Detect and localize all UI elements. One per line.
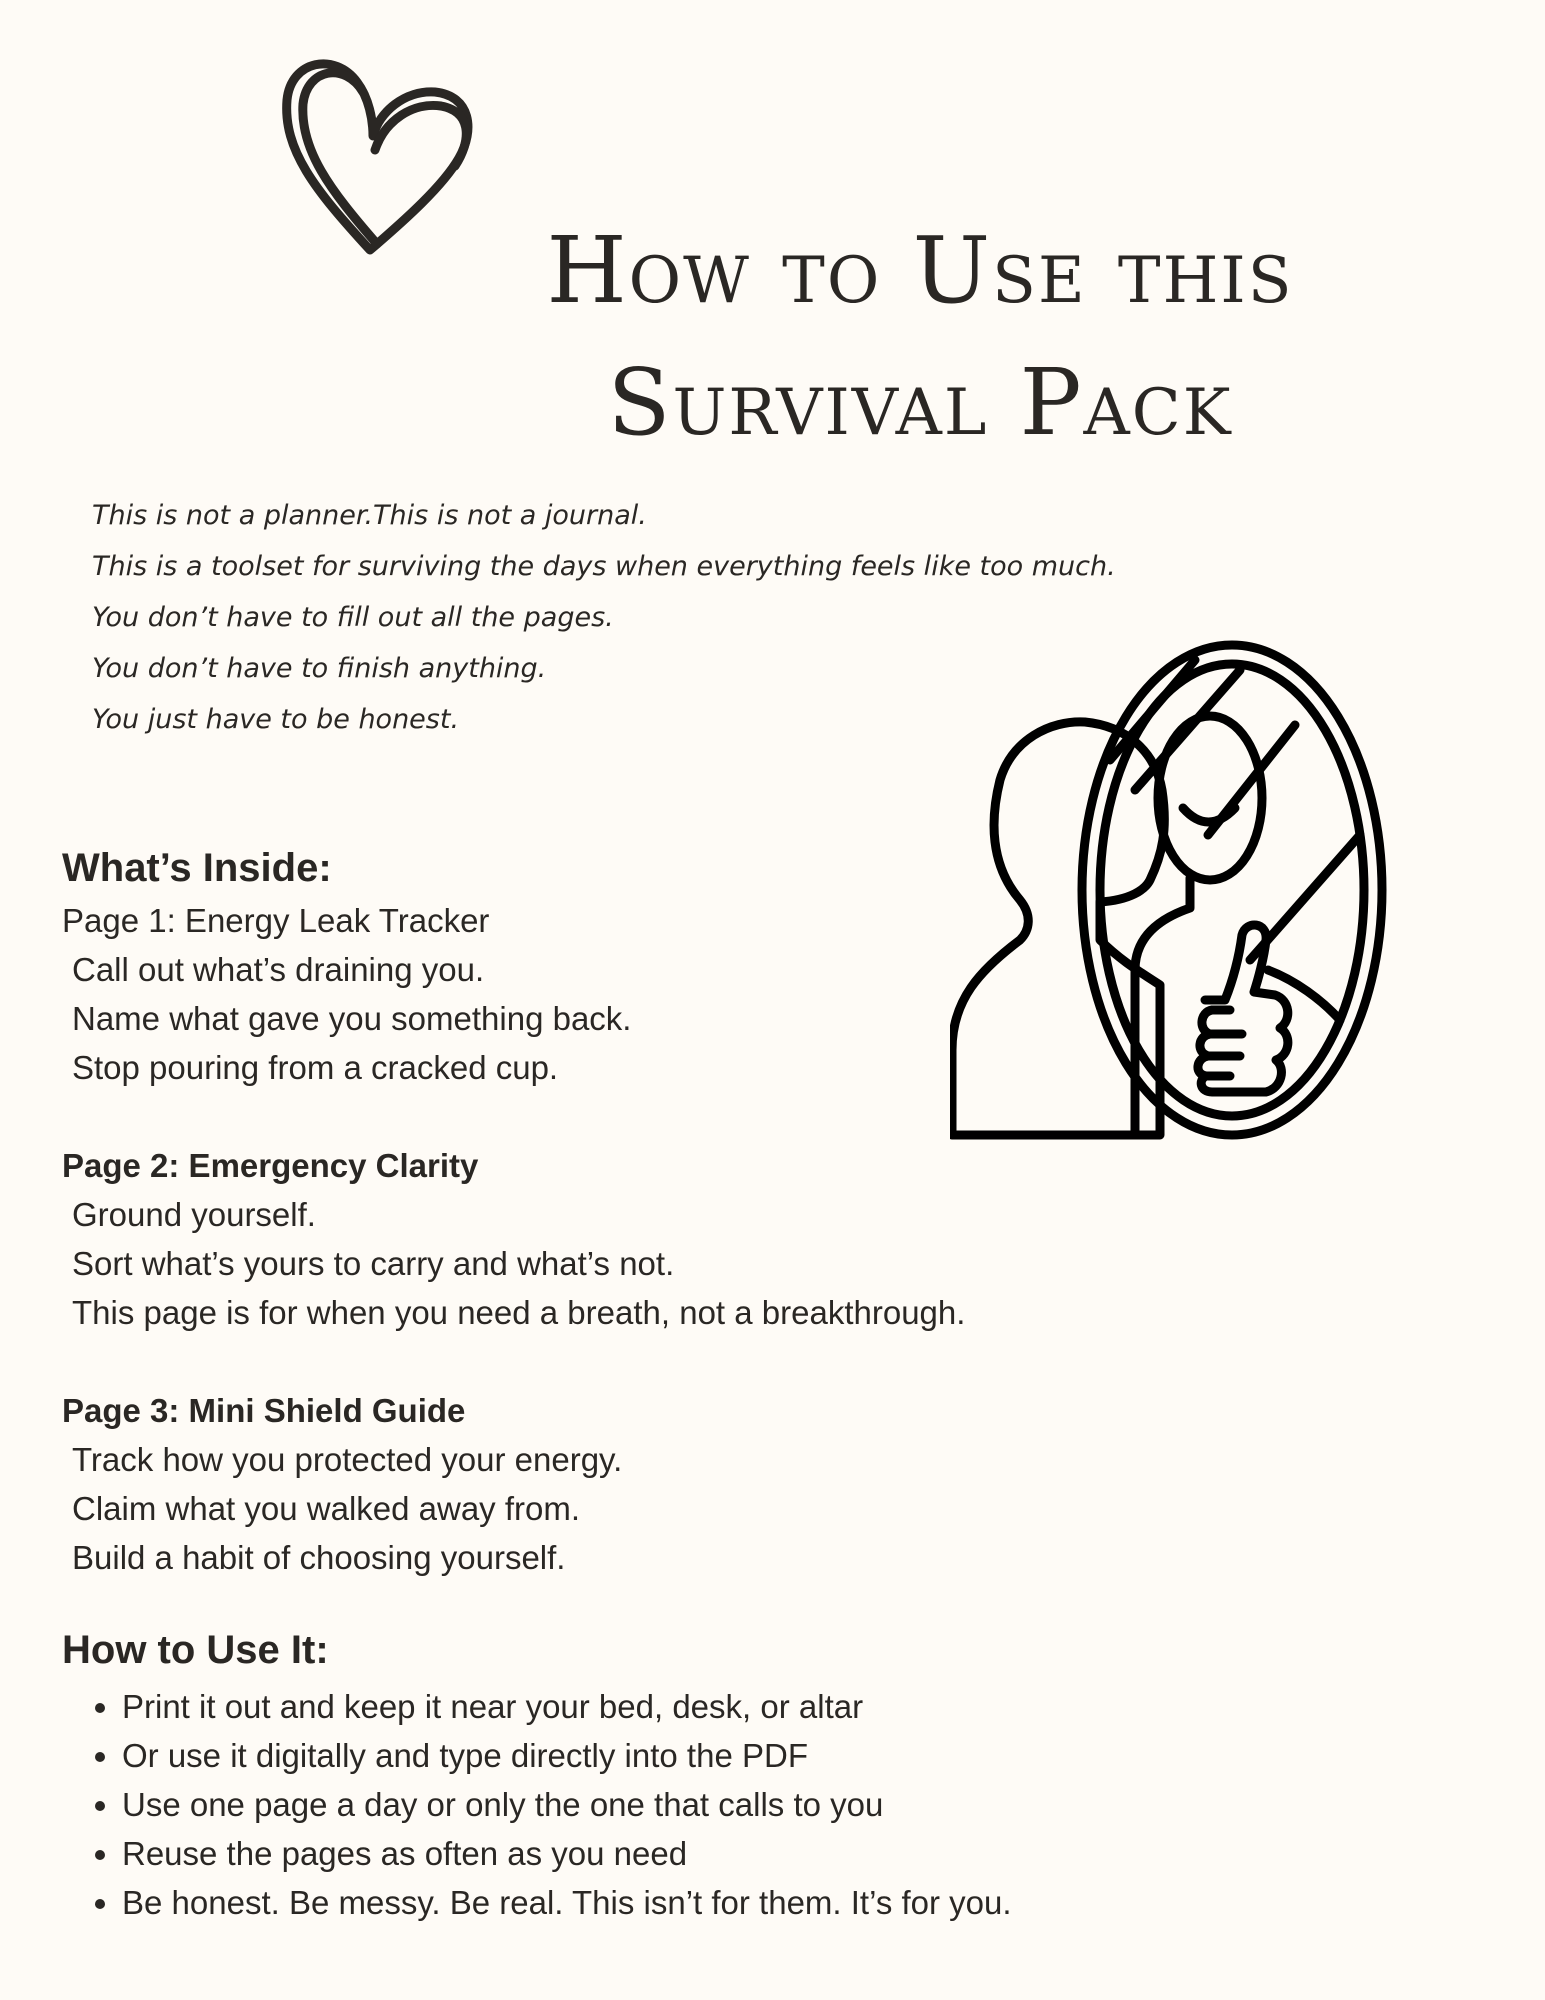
intro-line: You don’t have to fill out all the pages. [92,602,614,633]
title-line-2: Survival Pack [607,349,1233,456]
how-to-use-list [62,1682,1162,1927]
page-1-section [62,896,1162,1092]
list-item: • Be honest. Be messy. Be real. This isn’t for them. It’s for you. [122,1878,1162,1927]
page-3-line: Claim what you walked away from. [72,1490,581,1527]
intro-line: You just have to be honest. [92,704,460,735]
page-1-line: Name what gave you something back. [72,1000,632,1037]
intro-line: This is a toolset for surviving the days when everything feels like too much. [92,551,1116,582]
page-2-title: Page 2: Emergency Clarity [62,1147,479,1184]
page-2-line: Ground yourself. [72,1196,316,1233]
page-title [470,205,1370,469]
list-item: • Print it out and keep it near your bed, desk, or altar [122,1682,1162,1731]
how-to-use-heading: How to Use It: [62,1628,329,1672]
list-item: • Use one page a day or only the one that calls to you [122,1780,1162,1829]
spacer [62,1092,1162,1141]
page-1-line: Stop pouring from a cracked cup. [72,1049,559,1086]
intro-line: This is not a planner.This is not a journal. [92,500,647,531]
page-2-line: This page is for when you need a breath, not a breakthrough. [72,1294,966,1331]
page-2-line: Sort what’s yours to carry and what’s not. [72,1245,675,1282]
page-3-section [62,1386,1162,1582]
list-item: • Or use it digitally and type directly into the PDF [122,1731,1162,1780]
list-item: • Reuse the pages as often as you need [122,1829,1162,1878]
page-1-title: Page 1: Energy Leak Tracker [62,902,490,939]
main-content [62,840,1162,1927]
page-3-line: Build a habit of choosing yourself. [72,1539,566,1576]
page-2-section [62,1141,1162,1337]
whats-inside-heading: What’s Inside: [62,846,332,890]
page-3-title: Page 3: Mini Shield Guide [62,1392,466,1429]
heart-icon [275,40,495,270]
page-1-line: Call out what’s draining you. [72,951,485,988]
intro-line: You don’t have to finish anything. [92,653,547,684]
spacer [62,1337,1162,1386]
title-line-1: How to Use this [546,217,1294,324]
page-3-line: Track how you protected your energy. [72,1441,623,1478]
